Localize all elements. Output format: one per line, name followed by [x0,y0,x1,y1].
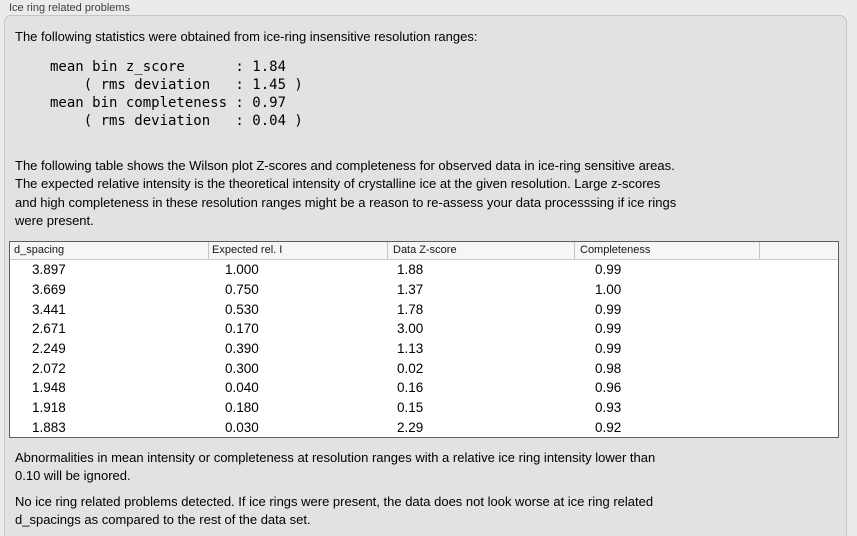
text-line: were present. [15,213,94,229]
table-cell: 2.671 [32,321,66,337]
table-cell: 0.030 [225,419,259,435]
table-cell: 0.15 [397,400,424,416]
text-line: The following table shows the Wilson plot Z-scores and completeness for observed data in ice-ring sensitive areas. [15,158,675,173]
text-line: Abnormalities in mean intensity or completeness at resolution ranges with a relative ice ring intensity lower than [15,450,656,465]
table-cell: 1.13 [397,341,424,357]
table-row[interactable] [10,358,838,378]
table-cell: 0.530 [225,301,259,317]
table-cell: 1.948 [32,380,66,396]
table-cell: 3.669 [32,282,66,297]
table-row[interactable] [10,319,838,339]
text-line: No ice ring related problems detected. If ice rings were present, the data does not look worse at ice ring related [15,494,654,509]
table-cell: 3.00 [397,321,424,337]
table-cell: 1.918 [32,400,66,416]
table-cell: 0.16 [397,380,424,396]
table-header-row [10,242,838,260]
text-line: and high completeness in these resolution ranges might be a reason to re-assess your data processsing if ice rings [15,194,677,210]
table-cell: 1.00 [595,282,622,297]
table-body [10,260,838,437]
table-cell: 0.99 [595,321,622,337]
table-row[interactable] [10,398,838,418]
table-cell: 0.02 [397,360,424,376]
table-cell: 0.99 [595,262,622,278]
text-line: ( rms deviation : 0.04 ) [50,113,303,129]
column-header-empty[interactable] [759,242,838,259]
table-cell: 0.390 [225,341,259,357]
table-cell: 0.180 [225,400,259,416]
text-line: mean bin z_score : 1.84 [50,59,287,75]
table-cell: 0.750 [225,282,259,297]
table-cell: 1.000 [225,262,259,278]
table-cell: 1.78 [397,301,424,317]
intro-text: The following statistics were obtained from ice-ring insensitive resolution ranges: [15,29,478,44]
ice-ring-table[interactable] [9,241,839,438]
column-header-completeness[interactable]: Completeness [574,242,759,259]
table-cell: 2.072 [32,360,66,376]
text-line: The expected relative intensity is the theoretical intensity of crystalline ice at the given resolution. Large z-scores [15,176,661,192]
table-cell: 1.37 [397,282,424,297]
table-cell: 0.93 [595,400,622,416]
group-box-title: Ice ring related problems [9,2,131,14]
table-row[interactable] [10,260,838,280]
table-cell: 0.92 [595,419,622,435]
table-cell: 0.170 [225,321,259,337]
table-row[interactable] [10,378,838,398]
column-header-expected-rel-i[interactable]: Expected rel. I [208,242,387,259]
table-cell: 3.441 [32,301,66,317]
table-cell: 2.29 [397,419,424,435]
table-cell: 0.96 [595,380,622,396]
table-cell: 2.249 [32,341,66,357]
table-cell: 1.883 [32,419,66,435]
conclusion-text [15,493,653,529]
stats-block [50,58,303,130]
table-cell: 0.300 [225,360,259,376]
text-line: d_spacings as compared to the rest of the data set. [15,512,311,527]
table-row[interactable] [10,417,838,437]
table-row[interactable] [10,280,838,300]
ignore-note [15,449,655,485]
column-header-d-spacing[interactable]: d_spacing [14,244,65,256]
table-cell: 0.99 [595,301,622,317]
text-line: 0.10 will be ignored. [15,468,131,483]
table-cell: 0.040 [225,380,259,396]
text-line: ( rms deviation : 1.45 ) [50,77,303,93]
table-cell: 0.99 [595,341,622,357]
text-line: mean bin completeness : 0.97 [50,95,287,111]
table-row[interactable] [10,339,838,359]
table-cell: 3.897 [32,262,66,278]
column-header-data-z-score[interactable]: Data Z-score [387,242,574,259]
table-description [15,157,676,231]
table-row[interactable] [10,299,838,319]
table-cell: 1.88 [397,262,424,278]
table-cell: 0.98 [595,360,622,376]
ice-ring-group-box [4,15,847,536]
